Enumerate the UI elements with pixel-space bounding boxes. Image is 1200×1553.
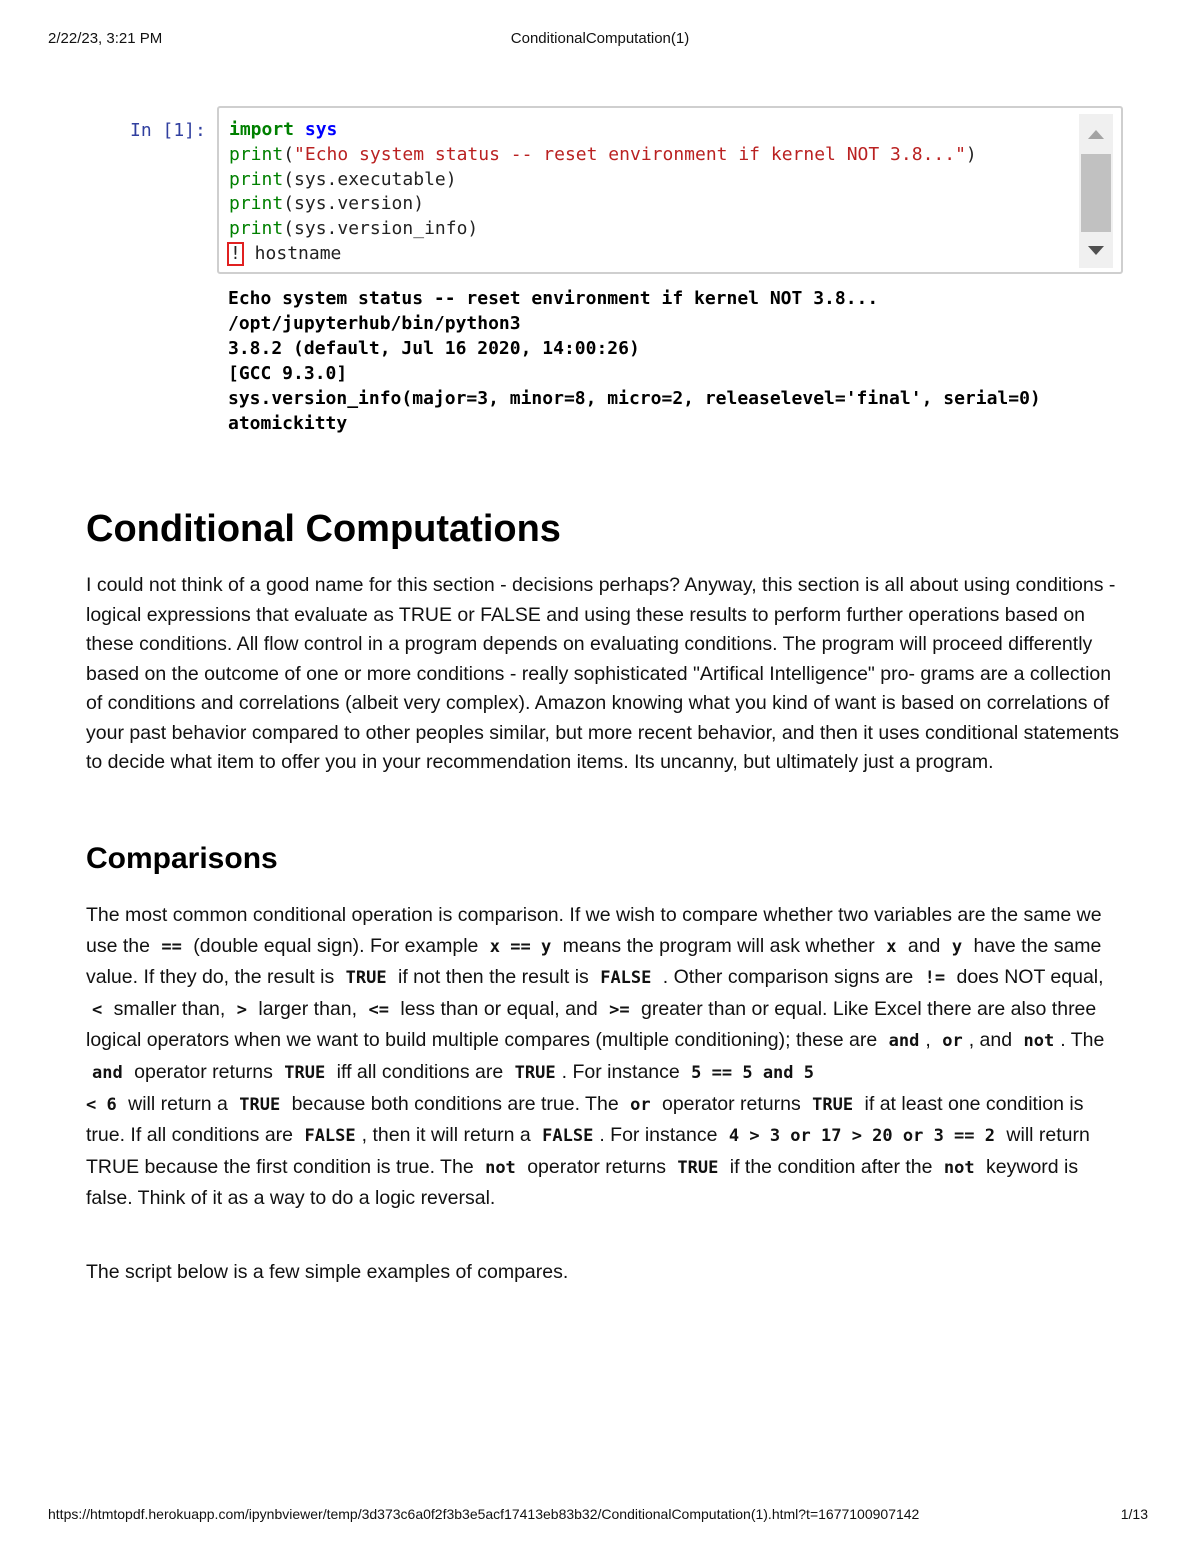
output-line: atomickitty: [228, 413, 348, 434]
code-text[interactable]: import sys print("Echo system status -- reset environment if kernel NOT 3.8...") print(sys.executable) print(sys.version) print(sys.version_info) ! hostname: [229, 119, 977, 264]
output-line: sys.version_info(major=3, minor=8, micro=2, releaselevel='final', serial=0): [228, 388, 1041, 409]
comparisons-paragraph: The most common conditional operation is comparison. If we wish to compare whether two variables are the same we use the == (double equal sign). For example x == y means the program will ask whether x and y have the same value. If they do, the result is TRUE if not then the result is FALSE . Other comparison signs are != does NOT equal, < smaller than, > larger than, <= less than or equal, and >= greater than or equal. Like Excel there are also three logical operators when we want to build multiple compares (multiple conditioning); these are and , or , and not . The and operator returns TRUE iff all conditions are TRUE . For instance 5 == 5 and 5 < 6 will return a TRUE because both conditions are true. The or operator returns TRUE if at least one condition is true. If all conditions are FALSE , then it will return a FALSE . For instance 4 > 3 or 17 > 20 or 3 == 2 will return TRUE because the first condition is true. The not operator returns TRUE if the condition after the not keyword is false. Think of it as a way to do a logic reversal.: [86, 904, 1105, 1210]
cell-prompt: In [1]:: [130, 120, 206, 141]
scroll-thumb[interactable]: [1081, 154, 1111, 232]
print-doc-title: ConditionalComputation(1): [510, 30, 690, 47]
code-token: import: [229, 119, 295, 140]
section-heading: Conditional Computations: [86, 508, 561, 550]
script-note-paragraph: The script below is a few simple examples of compares.: [86, 1261, 569, 1283]
subsection-heading: Comparisons: [86, 842, 278, 875]
code-token: "Echo system status -- reset environment if kernel NOT 3.8...": [294, 143, 966, 165]
output-line: [GCC 9.3.0]: [228, 363, 348, 384]
scroll-up-icon[interactable]: [1088, 130, 1104, 139]
code-token: sys: [304, 119, 338, 140]
cell-output: [228, 286, 1041, 436]
output-line: Echo system status -- reset environment if kernel NOT 3.8...: [228, 288, 879, 309]
output-line: /opt/jupyterhub/bin/python3: [228, 313, 521, 334]
code-token: print: [229, 193, 284, 215]
code-token: print: [229, 168, 284, 190]
intro-paragraph: I could not think of a good name for this section - decisions perhaps? Anyway, this section is all about using conditions - logical expressions that evaluate as TRUE or FALSE and using these results to perform further operations based on these conditions. All flow control in a program depends on evaluating conditions. The program will proceed differently based on the outcome of one or more conditions - really sophisticated "Artifical Intelligence" pro- grams are a collection of conditions and correlations (albeit very complex). Amazon knowing what you kind of want is based on correlations of your past behavior compared to other peoples similar, but more recent behavior, and then it uses conditional statements to decide what item to offer you in your recommendation items. Its uncanny, but ultimately just a program.: [86, 574, 1120, 773]
shell-bang-marker: !: [227, 242, 244, 266]
code-token: print: [229, 143, 284, 165]
scroll-down-icon[interactable]: [1088, 246, 1104, 255]
code-scrollbar[interactable]: [1079, 114, 1113, 268]
code-cell-editor[interactable]: [217, 106, 1123, 274]
output-line: 3.8.2 (default, Jul 16 2020, 14:00:26): [228, 338, 640, 359]
code-token: print: [229, 218, 284, 240]
print-url: https://htmtopdf.herokuapp.com/ipynbviewer/temp/3d373c6a0f2f3b3e5acf17413eb83b32/ConditionalComputation(1).html?t=1677100907142: [48, 1506, 920, 1522]
page-number: 1/13: [1120, 1506, 1148, 1522]
print-datetime: 2/22/23, 3:21 PM: [48, 30, 163, 47]
